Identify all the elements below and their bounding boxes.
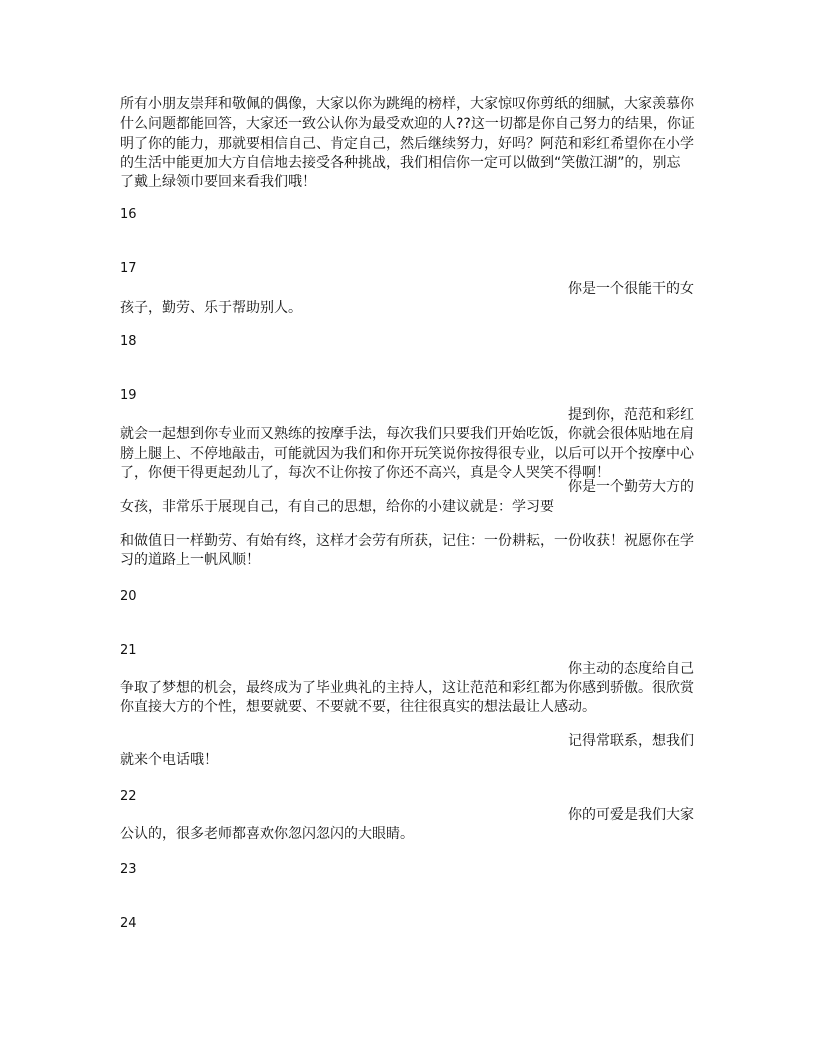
item-21-line-2: 争取了梦想的机会，最终成为了毕业典礼的主持人，这让范范和彩红都为你感到骄傲。很欣赏 (120, 680, 694, 696)
item-number-16: 16 (120, 207, 137, 222)
item-19-line-1: 提到你，范范和彩红 (568, 407, 694, 423)
item-number-23: 23 (120, 862, 137, 877)
item-number-22: 22 (120, 789, 137, 804)
item-19-line-7: 和做值日一样勤劳、有始有终，这样才会劳有所获，记住：一份耕耘，一份收获！祝愿你在学 (120, 533, 694, 549)
item-number-21: 21 (120, 643, 137, 658)
item-19-line-5: 你是一个勤劳大方的 (568, 479, 694, 495)
item-22-line-1: 你的可爱是我们大家 (568, 807, 694, 823)
item-21-line-5: 就来个电话哦！ (120, 752, 218, 768)
item-19-line-2: 就会一起想到你专业而又熟练的按摩手法，每次我们只要我们开始吃饭，你就会很体贴地在肩 (120, 426, 694, 442)
intro-line-3: 明了你的能力，那就要相信自己、肯定自己，然后继续努力，好吗？阿范和彩红希望你在小学 (120, 136, 694, 152)
item-17-line-2: 孩子，勤劳、乐于帮助别人。 (120, 300, 302, 316)
item-17-line-1: 你是一个很能干的女 (568, 281, 694, 297)
item-21-line-3: 你直接大方的个性，想要就要、不要就不要，往往很真实的想法最让人感动。 (120, 699, 596, 715)
item-number-18: 18 (120, 334, 137, 349)
item-21-line-4: 记得常联系，想我们 (568, 733, 694, 749)
intro-line-5: 了戴上绿领巾要回来看我们哦！ (120, 174, 316, 190)
item-22-line-2: 公认的，很多老师都喜欢你忽闪忽闪的大眼睛。 (120, 826, 414, 842)
item-number-20: 20 (120, 589, 137, 604)
item-19-line-6: 女孩，非常乐于展现自己，有自己的思想，给你的小建议就是：学习要 (120, 499, 554, 515)
item-number-17: 17 (120, 261, 137, 276)
item-19-line-3: 膀上腿上、不停地敲击，可能就因为我们和你开玩笑说你按得很专业，以后可以开个按摩中心 (120, 446, 694, 462)
intro-line-4: 的生活中能更加大方自信地去接受各种挑战，我们相信你一定可以做到“笑傲江湖”的，别忘 (120, 155, 681, 171)
item-19-line-4: 了，你便干得更起劲儿了，每次不让你按了你还不高兴，真是令人哭笑不得啊！ (120, 465, 610, 481)
item-19-line-8: 习的道路上一帆风顺！ (120, 552, 260, 568)
intro-line-2: 什么问题都能回答，大家还一致公认你为最受欢迎的人??这一切都是你自己努力的结果，你证 (120, 116, 695, 132)
item-number-24: 24 (120, 916, 137, 931)
item-21-line-1: 你主动的态度给自己 (568, 661, 694, 677)
item-number-19: 19 (120, 388, 137, 403)
intro-line-1: 所有小朋友崇拜和敬佩的偶像，大家以你为跳绳的榜样，大家惊叹你剪纸的细腻，大家羡慕你 (120, 96, 694, 112)
